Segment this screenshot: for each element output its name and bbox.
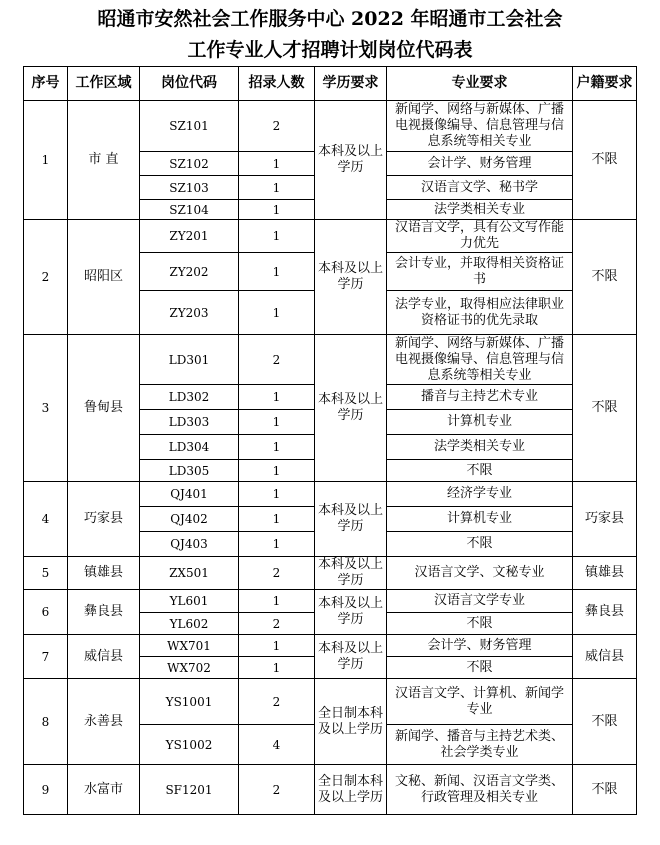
education-cell: 本科及以上学历 bbox=[315, 482, 387, 557]
hukou-cell: 不限 bbox=[573, 335, 637, 482]
page-title: 昭通市安然社会工作服务中心 2022 年昭通市工会社会 bbox=[97, 8, 563, 30]
count-cell: 1 bbox=[239, 590, 315, 613]
code-cell: YL601 bbox=[140, 590, 239, 613]
code-cell: LD301 bbox=[140, 335, 239, 385]
hukou-cell: 不限 bbox=[573, 765, 637, 815]
seq-cell: 7 bbox=[24, 635, 68, 679]
code-cell: SZ103 bbox=[140, 176, 239, 200]
count-cell: 1 bbox=[239, 532, 315, 557]
header-area: 工作区域 bbox=[68, 67, 140, 101]
major-cell: 计算机专业 bbox=[387, 507, 573, 532]
code-cell: YS1002 bbox=[140, 725, 239, 765]
major-cell: 经济学专业 bbox=[387, 482, 573, 507]
major-cell: 法学类相关专业 bbox=[387, 200, 573, 220]
code-cell: YS1001 bbox=[140, 679, 239, 725]
major-cell: 法学类相关专业 bbox=[387, 435, 573, 460]
major-cell: 法学专业，取得相应法律职业资格证书的优先录取 bbox=[387, 291, 573, 335]
code-cell: LD304 bbox=[140, 435, 239, 460]
education-cell: 本科及以上学历 bbox=[315, 335, 387, 482]
code-cell: SZ101 bbox=[140, 101, 239, 152]
education-cell: 全日制本科及以上学历 bbox=[315, 765, 387, 815]
count-cell: 2 bbox=[239, 765, 315, 815]
table-row bbox=[24, 220, 637, 253]
major-cell: 汉语言文学、秘书学 bbox=[387, 176, 573, 200]
hukou-cell: 威信县 bbox=[573, 635, 637, 679]
table-row bbox=[24, 765, 637, 815]
count-cell: 1 bbox=[239, 253, 315, 291]
education-cell: 本科及以上学历 bbox=[315, 557, 387, 590]
count-cell: 4 bbox=[239, 725, 315, 765]
count-cell: 1 bbox=[239, 460, 315, 482]
seq-cell: 9 bbox=[24, 765, 68, 815]
count-cell: 1 bbox=[239, 220, 315, 253]
major-cell: 不限 bbox=[387, 613, 573, 635]
position-code-table bbox=[23, 66, 637, 815]
seq-cell: 5 bbox=[24, 557, 68, 590]
count-cell: 1 bbox=[239, 152, 315, 176]
education-cell: 本科及以上学历 bbox=[315, 101, 387, 220]
code-cell: LD305 bbox=[140, 460, 239, 482]
count-cell: 2 bbox=[239, 679, 315, 725]
count-cell: 2 bbox=[239, 101, 315, 152]
major-cell: 不限 bbox=[387, 460, 573, 482]
major-cell: 新闻学、网络与新媒体、广播电视摄像编导、信息管理与信息系统等相关专业 bbox=[387, 335, 573, 385]
major-cell: 不限 bbox=[387, 532, 573, 557]
count-cell: 2 bbox=[239, 613, 315, 635]
area-cell: 昭阳区 bbox=[68, 220, 140, 335]
header-major: 专业要求 bbox=[387, 67, 573, 101]
hukou-cell: 彝良县 bbox=[573, 590, 637, 635]
code-cell: ZY202 bbox=[140, 253, 239, 291]
code-cell: WX702 bbox=[140, 657, 239, 679]
hukou-cell: 不限 bbox=[573, 101, 637, 220]
code-cell: QJ402 bbox=[140, 507, 239, 532]
area-cell: 市 直 bbox=[68, 101, 140, 220]
hukou-cell: 不限 bbox=[573, 679, 637, 765]
hukou-cell: 不限 bbox=[573, 220, 637, 335]
count-cell: 1 bbox=[239, 410, 315, 435]
area-cell: 水富市 bbox=[68, 765, 140, 815]
seq-cell: 3 bbox=[24, 335, 68, 482]
count-cell: 1 bbox=[239, 435, 315, 460]
header-education: 学历要求 bbox=[315, 67, 387, 101]
area-cell: 永善县 bbox=[68, 679, 140, 765]
table-row bbox=[24, 335, 637, 385]
education-cell: 本科及以上学历 bbox=[315, 220, 387, 335]
seq-cell: 1 bbox=[24, 101, 68, 220]
header-seq: 序号 bbox=[24, 67, 68, 101]
header-row bbox=[24, 67, 637, 101]
area-cell: 威信县 bbox=[68, 635, 140, 679]
major-cell: 不限 bbox=[387, 657, 573, 679]
area-cell: 巧家县 bbox=[68, 482, 140, 557]
table-row bbox=[24, 590, 637, 613]
education-cell: 全日制本科及以上学历 bbox=[315, 679, 387, 765]
major-cell: 会计学、财务管理 bbox=[387, 635, 573, 657]
education-cell: 本科及以上学历 bbox=[315, 635, 387, 679]
major-cell: 新闻学、网络与新媒体、广播电视摄像编导、信息管理与信息系统等相关专业 bbox=[387, 101, 573, 152]
count-cell: 1 bbox=[239, 385, 315, 410]
count-cell: 1 bbox=[239, 200, 315, 220]
count-cell: 1 bbox=[239, 657, 315, 679]
count-cell: 1 bbox=[239, 176, 315, 200]
table-row bbox=[24, 101, 637, 152]
area-cell: 鲁甸县 bbox=[68, 335, 140, 482]
code-cell: SZ102 bbox=[140, 152, 239, 176]
code-cell: SZ104 bbox=[140, 200, 239, 220]
table-row bbox=[24, 557, 637, 590]
table-row bbox=[24, 679, 637, 725]
code-cell: ZX501 bbox=[140, 557, 239, 590]
seq-cell: 6 bbox=[24, 590, 68, 635]
code-cell: YL602 bbox=[140, 613, 239, 635]
major-cell: 汉语言文学、计算机、新闻学专业 bbox=[387, 679, 573, 725]
count-cell: 1 bbox=[239, 635, 315, 657]
code-cell: QJ403 bbox=[140, 532, 239, 557]
area-cell: 镇雄县 bbox=[68, 557, 140, 590]
major-cell: 汉语言文学，具有公文写作能力优先 bbox=[387, 220, 573, 253]
major-cell: 新闻学、播音与主持艺术类、社会学类专业 bbox=[387, 725, 573, 765]
major-cell: 播音与主持艺术专业 bbox=[387, 385, 573, 410]
major-cell: 文秘、新闻、汉语言文学类、行政管理及相关专业 bbox=[387, 765, 573, 815]
header-hukou: 户籍要求 bbox=[573, 67, 637, 101]
count-cell: 1 bbox=[239, 291, 315, 335]
major-cell: 计算机专业 bbox=[387, 410, 573, 435]
major-cell: 汉语言文学、文秘专业 bbox=[387, 557, 573, 590]
header-count: 招录人数 bbox=[239, 67, 315, 101]
count-cell: 2 bbox=[239, 557, 315, 590]
header-code: 岗位代码 bbox=[140, 67, 239, 101]
hukou-cell: 巧家县 bbox=[573, 482, 637, 557]
area-cell: 彝良县 bbox=[68, 590, 140, 635]
hukou-cell: 镇雄县 bbox=[573, 557, 637, 590]
major-cell: 汉语言文学专业 bbox=[387, 590, 573, 613]
seq-cell: 8 bbox=[24, 679, 68, 765]
code-cell: QJ401 bbox=[140, 482, 239, 507]
code-cell: LD302 bbox=[140, 385, 239, 410]
page-subtitle: 工作专业人才招聘计划岗位代码表 bbox=[187, 39, 473, 61]
major-cell: 会计专业，并取得相关资格证书 bbox=[387, 253, 573, 291]
table-row bbox=[24, 635, 637, 657]
seq-cell: 2 bbox=[24, 220, 68, 335]
seq-cell: 4 bbox=[24, 482, 68, 557]
table-row bbox=[24, 482, 637, 507]
code-cell: LD303 bbox=[140, 410, 239, 435]
code-cell: ZY203 bbox=[140, 291, 239, 335]
major-cell: 会计学、财务管理 bbox=[387, 152, 573, 176]
count-cell: 1 bbox=[239, 507, 315, 532]
code-cell: SF1201 bbox=[140, 765, 239, 815]
education-cell: 本科及以上学历 bbox=[315, 590, 387, 635]
code-cell: ZY201 bbox=[140, 220, 239, 253]
count-cell: 2 bbox=[239, 335, 315, 385]
count-cell: 1 bbox=[239, 482, 315, 507]
code-cell: WX701 bbox=[140, 635, 239, 657]
